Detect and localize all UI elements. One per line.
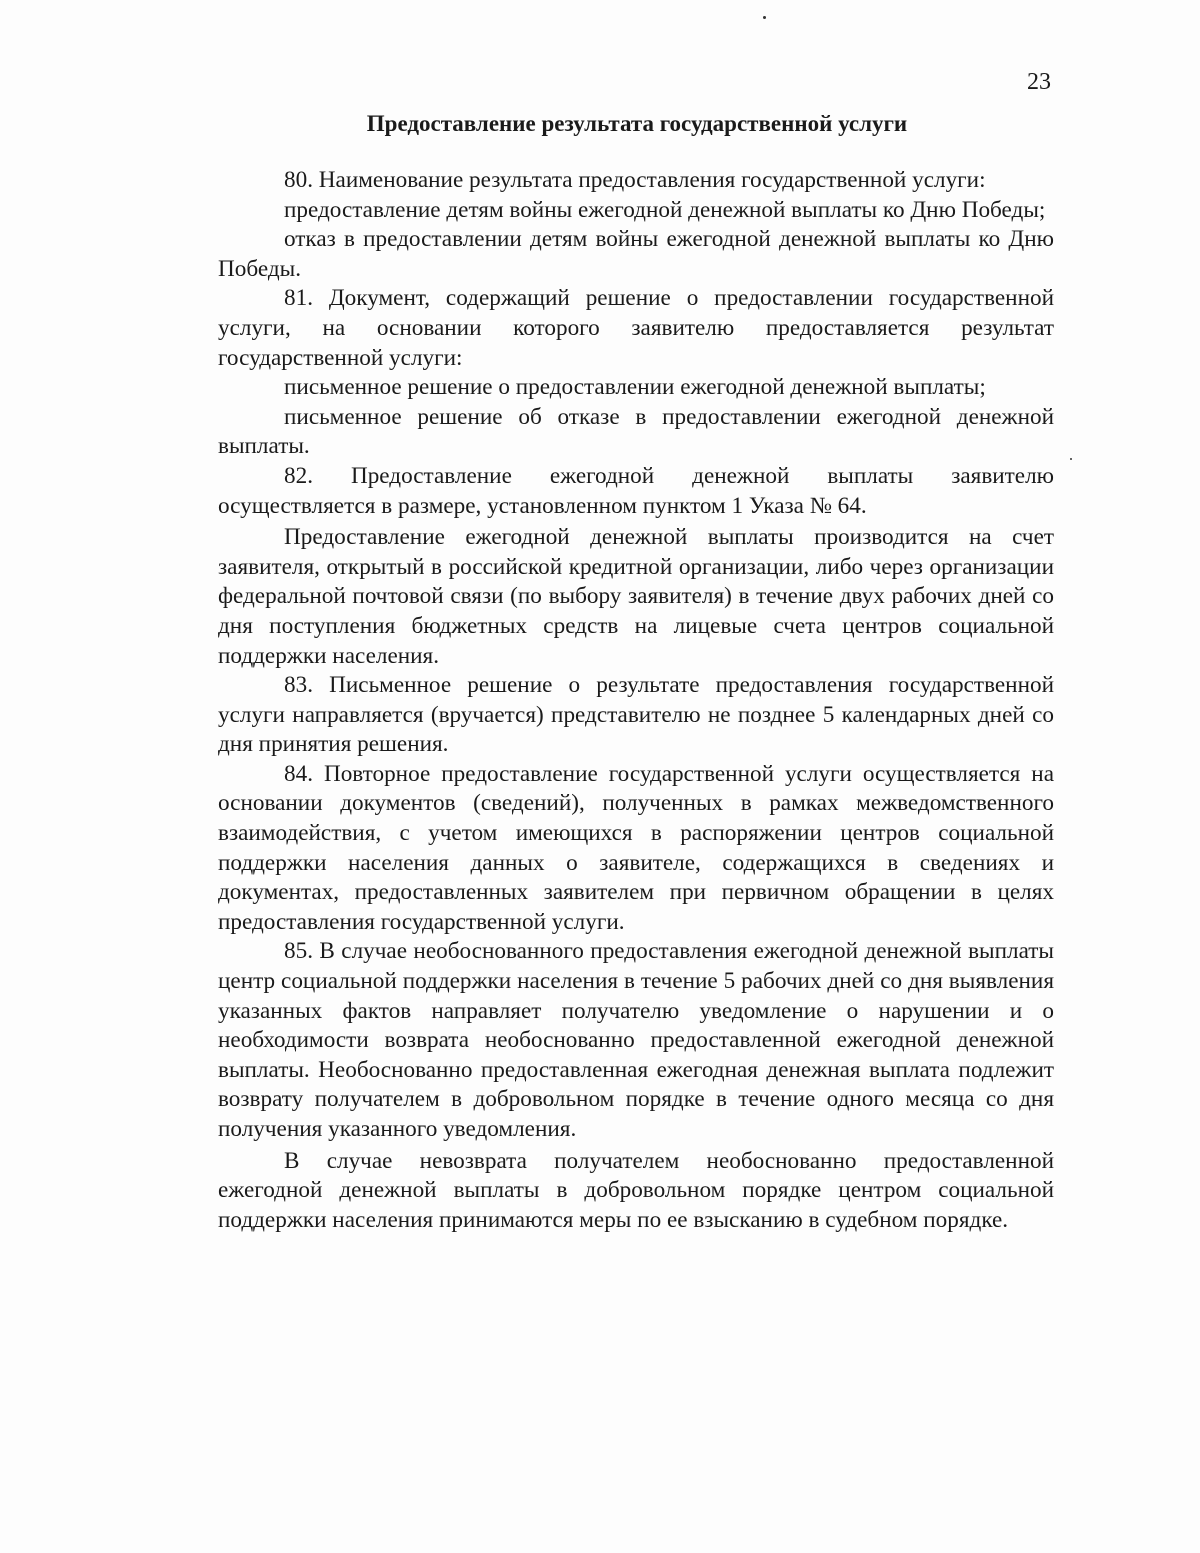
paragraph-83: 83. Письменное решение о результате предоставления государственной услуги направляется (вручается) представителю не позднее 5 календарных дней со дня принятия решения. — [218, 672, 1054, 758]
paragraph-81-item-2: письменное решение об отказе в предоставлении ежегодной денежной выплаты. — [218, 403, 1054, 460]
paragraph-82: 82. Предоставление ежегодной денежной выплаты заявителю осуществляется в размере, установленном пунктом 1 Указа № 64. — [218, 462, 1054, 519]
paragraph-85: 85. В случае необоснованного предоставления ежегодной денежной выплаты центр социальной поддержки населения в течение 5 рабочих дней со дня выявления указанных фактов направляет получателю уведомление о нарушении и о необходимости возврата необоснованно предоставленной ежегодной денежной выплаты. Необоснованно предоставленная ежегодная денежная выплата подлежит возврату получателем в добровольном порядке в течение одного месяца со дня получения указанного уведомления. — [218, 938, 1054, 1142]
paragraph-80: 80. Наименование результата предоставления государственной услуги: — [284, 167, 986, 193]
paragraph-84: 84. Повторное предоставление государственной услуги осуществляется на основании документов (сведений), полученных в рамках межведомственного взаимодействия, с учетом имеющихся в распоряжении центров социальной поддержки населения данных о заявителе, содержащихся в сведениях и документах, предоставленных заявителем при первичном обращении в целях предоставления государственной услуги. — [218, 760, 1054, 935]
section-title: Предоставление результата государственной услуги — [366, 111, 908, 136]
scan-speck — [1070, 458, 1072, 460]
paragraph-82-continued: Предоставление ежегодной денежной выплаты производится на счет заявителя, открытый в российской кредитной организации, либо через организации федеральной почтовой связи (по выбору заявителя) в течение двух рабочих дней со дня поступления бюджетных средств на лицевые счета центров социальной поддержки населения. — [218, 524, 1054, 669]
paragraph-81: 81. Документ, содержащий решение о предоставлении государственной услуги, на основании которого заявителю предоставляется результат государственной услуги: — [218, 285, 1054, 371]
document-body — [218, 166, 1054, 1235]
paragraph-80-item-2: отказ в предоставлении детям войны ежегодной денежной выплаты ко Дню Победы. — [218, 226, 1054, 282]
paragraph-81-item-1: письменное решение о предоставлении ежегодной денежной выплаты; — [284, 374, 986, 401]
paragraph-85-continued: В случае невозврата получателем необоснованно предоставленной ежегодной денежной выплаты в добровольном порядке центром социальной поддержки населения принимаются меры по ее взысканию в судебном порядке. — [218, 1147, 1054, 1233]
page-number: 23 — [1027, 69, 1051, 95]
scan-speck — [763, 16, 766, 19]
paragraph-80-item-1: предоставление детям войны ежегодной денежной выплаты ко Дню Победы; — [284, 196, 1046, 223]
